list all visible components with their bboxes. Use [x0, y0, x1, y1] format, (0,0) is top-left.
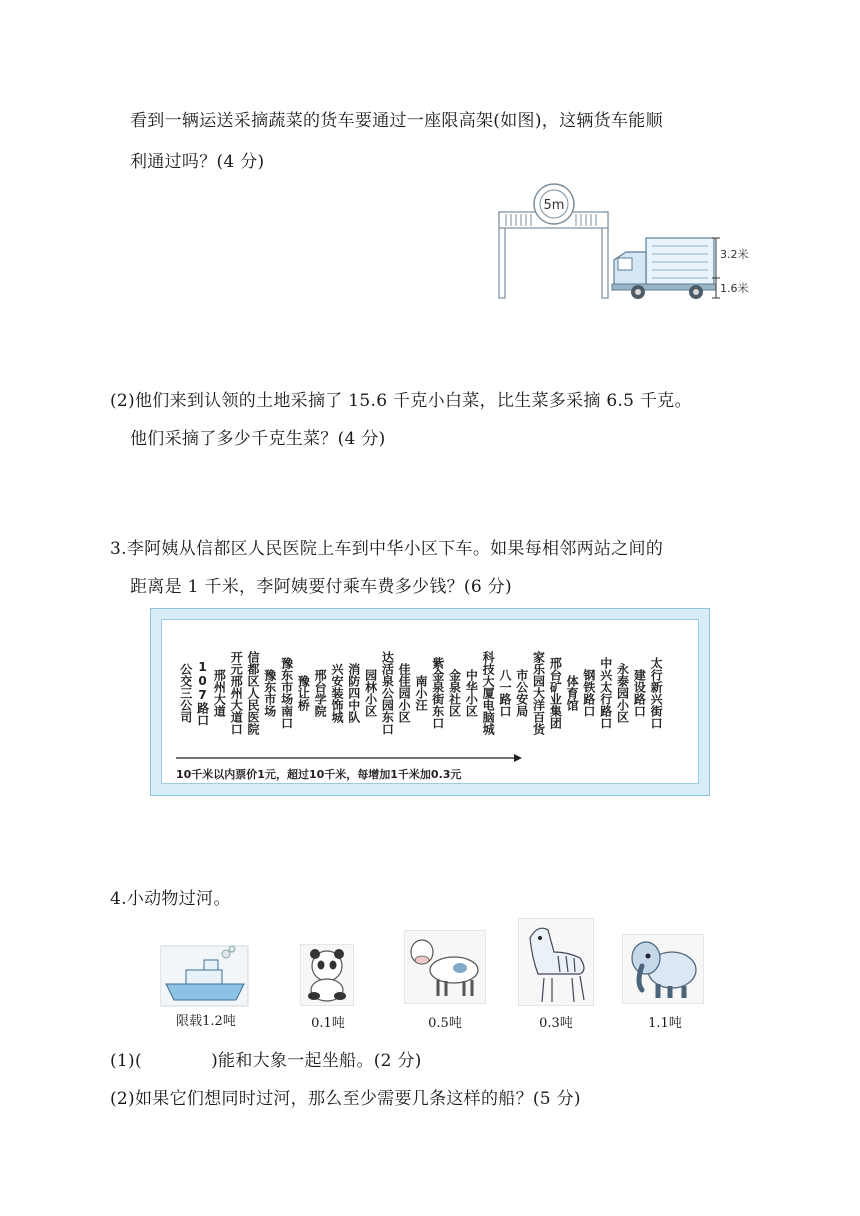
- cargo-height-label: 3.2米: [720, 248, 749, 261]
- height-limit-figure: [496, 182, 768, 302]
- q2-sub2-line1: (2)他们来到认领的土地采摘了 15.6 千克小白菜，比生菜多采摘 6.5 千克。: [110, 391, 692, 411]
- q4-sub1: (1)( )能和大象一起坐船。(2 分): [110, 1051, 422, 1071]
- bus-stop: 邢台学院: [313, 669, 328, 717]
- route-direction-arrow: [176, 754, 522, 762]
- bus-stop: 豫让桥: [296, 675, 311, 711]
- bus-stop-list: [176, 634, 663, 752]
- bus-stop: 信都区人民医院: [245, 651, 260, 735]
- bus-stop: 太行新兴街口: [649, 657, 664, 729]
- q3-line1: 3.李阿姨从信都区人民医院上车到中华小区下车。如果每相邻两站之间的: [110, 539, 664, 559]
- bus-stop: 豫东市场南口: [279, 657, 294, 729]
- q2-intro-line1: 看到一辆运送采摘蔬菜的货车要通过一座限高架(如图)，这辆货车能顺: [130, 111, 663, 131]
- bus-stop: 科技大厦电脑城: [481, 651, 496, 735]
- chassis-height-label: 1.6米: [720, 282, 749, 295]
- panda-weight: 0.1吨: [311, 1016, 345, 1031]
- bus-stop: 消防四中队: [346, 663, 361, 723]
- q4-sub2: (2)如果它们想同时过河，那么至少需要几条这样的船？(5 分): [110, 1089, 581, 1109]
- bus-route-board: [150, 608, 710, 796]
- bus-stop: 紫金泉街东口: [430, 657, 445, 729]
- limit-sign-text: 5m: [543, 198, 565, 213]
- bus-stop: 南小汪: [413, 675, 428, 711]
- bus-stop: 八一路口: [497, 669, 512, 717]
- fare-rule-note: 10千米以内票价1元，超过10千米，每增加1千米加0.3元: [176, 768, 462, 781]
- ship-icon: [160, 940, 250, 1008]
- panda-icon: [300, 944, 354, 1006]
- route-board-inner: [161, 619, 699, 784]
- bus-stop: 邢州大道: [212, 669, 227, 717]
- cow-icon: [404, 930, 486, 1004]
- bus-stop: 永泰园小区: [615, 663, 630, 723]
- q3-line2: 距离是 1 千米，李阿姨要付乘车费多少钱？(6 分): [130, 577, 512, 597]
- bus-stop: 107路口: [195, 660, 210, 726]
- bus-stop: 中华小区: [464, 669, 479, 717]
- zebra-weight: 0.3吨: [539, 1016, 573, 1031]
- bus-stop: 开元邢州大道口: [229, 651, 244, 735]
- bus-stop: 邢台矿业集团: [548, 657, 563, 729]
- q4-title: 4.小动物过河。: [110, 889, 231, 909]
- bus-stop: 中兴太行路口: [598, 657, 613, 729]
- q2-sub2-line2: 他们采摘了多少千克生菜？(4 分): [130, 429, 386, 449]
- bus-stop: 佳佳园小区: [397, 663, 412, 723]
- bus-stop: 园林小区: [363, 669, 378, 717]
- bus-stop: 建设路口: [632, 669, 647, 717]
- bus-stop: 市公安局: [514, 669, 529, 717]
- cow-weight: 0.5吨: [428, 1016, 462, 1031]
- bus-stop: 体育馆: [565, 675, 580, 711]
- bus-stop: 达活泉公园东口: [380, 651, 395, 735]
- q2-intro-line2: 利通过吗？(4 分): [130, 152, 265, 172]
- boat-capacity-label: 限载1.2吨: [176, 1014, 236, 1029]
- zebra-icon: [518, 918, 594, 1006]
- bus-stop: 钢铁路口: [581, 669, 596, 717]
- bus-stop: 公交三公司: [178, 663, 193, 723]
- bus-stop: 金泉社区: [447, 669, 462, 717]
- bus-stop: 兴安装饰城: [329, 663, 344, 723]
- bus-stop: 豫东市场: [262, 669, 277, 717]
- truck-icon: [612, 238, 716, 299]
- elephant-icon: [622, 934, 704, 1004]
- elephant-weight: 1.1吨: [648, 1016, 682, 1031]
- bus-stop: 家乐园大洋百货: [531, 651, 546, 735]
